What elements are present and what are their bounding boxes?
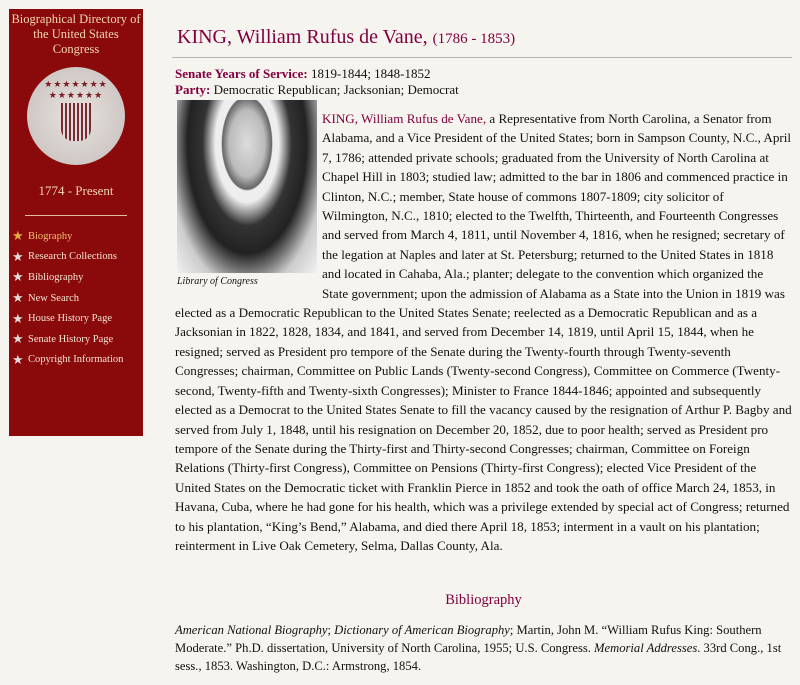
senate-years-value: 1819-1844; 1848-1852: [310, 66, 431, 81]
nav-label: New Search: [28, 292, 80, 304]
title-divider: [172, 57, 792, 58]
bibliography-heading: Bibliography: [445, 592, 522, 609]
bio-name: KING, William Rufus de Vane,: [322, 111, 487, 126]
star-icon: ★: [12, 310, 24, 326]
years-label: 1774 - Present: [38, 183, 114, 198]
biography: [172, 109, 792, 555]
life-dates: (1786 - 1853): [432, 31, 516, 47]
photo-credit: Library of Congress: [177, 276, 258, 287]
nav-label: Research Collections: [28, 251, 117, 263]
bib-text: ; Martin, John M. “William Rufus King: Southern Moderate.” Ph.D. dissertation, University of North Carolina, 1955; U.S. Congress.: [175, 623, 762, 656]
sidebar: [9, 9, 143, 436]
nav-new-search[interactable]: [9, 288, 143, 309]
bib-title: American National Biography: [175, 623, 328, 638]
star-icon: ★: [12, 269, 24, 285]
page-title: [172, 25, 792, 51]
nav-house-history[interactable]: [9, 308, 143, 329]
nav-label: Copyright Information: [28, 354, 124, 366]
site-title[interactable]: Biographical Directory of the United States Congress: [11, 12, 141, 56]
star-icon: ★: [12, 248, 24, 264]
congress-seal-logo: ★★★★★★★ ★★★★★★: [27, 67, 125, 165]
divider: [25, 215, 127, 216]
star-icon: ★: [12, 331, 24, 347]
party-value: Democratic Republican; Jacksonian; Democrat: [213, 81, 459, 97]
main-content: [172, 25, 792, 685]
service-info: [172, 66, 792, 97]
portrait: [177, 100, 319, 288]
star-icon: ★: [12, 351, 24, 367]
senate-years-label: Senate Years of Service:: [175, 66, 308, 81]
star-icon: ★: [12, 228, 24, 244]
bibliography-text: [172, 621, 792, 685]
bio-text: a Representative from North Carolina, a Senator from Alabama, and a Vice President of the United States; born in Sampson County, N.C., April 7, 1786; attended private schools; graduated from the University of North Carolina at Chapel Hill in 1803; studied law; admitted to the bar in 1806 and commenced practice in Clinton, N.C.; member, State house of commons 1807-1809; city solicitor of Wilmington, N.C., 1810; elected to the Twelfth, Thirteenth, and Fourteenth Congresses and served from March 4, 1811, until November 4, 1816, when he resigned; secretary of the legation at Naples and later at St. Petersburg; returned to the United States in 1818 and located in Cahaba, Ala.; planter; delegate to the convention which organized the State government; upon the admission of Alabama as a State into the Union in 1819 was elected as a Democratic Republican to the United States Senate; reelected as a Democratic Republican and as a Jacksonian in 1822, 1828, 1834, and 1841, and served from December 14, 1819, until April 15, 1844, when he resigned; served as President pro tempore of the Senate during the Twenty-fourth through Twenty-seventh Congresses; chairman, Committee on Public Lands (Twenty-second Congress), Committee on Commerce (Twenty-second, Twenty-fifth and Twenty-sixth Congresses); Minister to France 1844-1846; appointed and subsequently elected as a Democrat to the United States Senate to fill the vacancy caused by the resignation of Arthur P. Bagby and served from July 1, 1848, until his resignation on December 20, 1852, due to poor health; served as President pro tempore of the Senate during the Thirty-first and Thirty-second Congresses; chairman, Committee on Foreign Relations (Thirty-first Congress), Committee on Pensions (Thirty-first Congress); elected Vice President of the United States on the Democratic ticket with Franklin Pierce in 1852 and took the oath of office March 24, 1853, in Havana, Cuba, where he had gone for his health, which was a privilege extended by special act of Congress; returned to his plantation, “King’s Bend,” Alabama, and died there April 18, 1853; interment in a vault on his plantation; reinterment in Live Oak Cemetery, Selma, Dallas County, Ala.: [175, 111, 792, 553]
nav-copyright[interactable]: [9, 350, 143, 371]
nav-label: Bibliography: [28, 271, 84, 283]
bib-title: Dictionary of American Biography: [334, 623, 510, 638]
member-name: KING, William Rufus de Vane,: [177, 26, 428, 48]
nav-label: Biography: [28, 230, 73, 242]
bib-text: . 33rd Cong., 1st sess., 1853. Washington, D.C.: Armstrong, 1854.: [175, 641, 782, 674]
star-icon: ★: [12, 290, 24, 306]
nav-label: Senate History Page: [28, 333, 114, 345]
nav-research-collections[interactable]: [9, 247, 143, 268]
nav-senate-history[interactable]: [9, 329, 143, 350]
bib-sep: ;: [327, 623, 335, 638]
portrait-image: [177, 100, 317, 273]
nav-label: House History Page: [28, 313, 112, 325]
party-label: Party:: [175, 81, 211, 97]
nav-bibliography[interactable]: [9, 267, 143, 288]
bib-title: Memorial Addresses: [594, 641, 698, 656]
nav-biography[interactable]: [9, 226, 143, 247]
